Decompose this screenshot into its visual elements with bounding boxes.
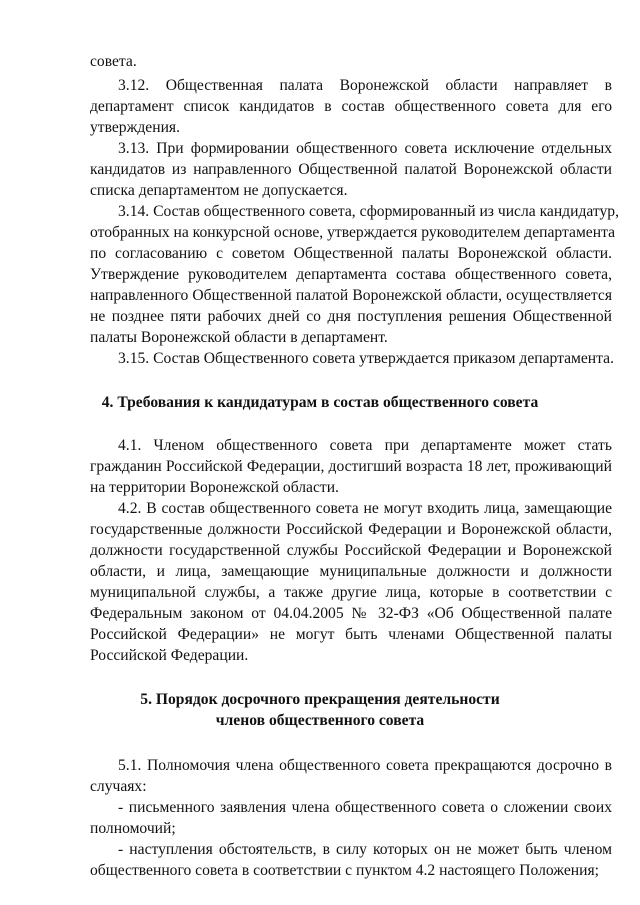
text-line: Российской Федерации» не могут быть членами Общественной палаты (90, 626, 612, 643)
text-line: Российской Федерации. (90, 647, 249, 664)
text-line: утверждения. (90, 119, 180, 136)
text-line: по согласованию с советом Общественной палаты Воронежской области. (90, 245, 612, 262)
text-line: гражданин Российской Федерации, достигший возраста 18 лет, проживающий (90, 458, 612, 475)
text-line: кандидатов из направленного Общественной палатой Воронежской области (90, 161, 612, 178)
paragraph-4-2: 4.2. В состав общественного совета не могут входить лица, замещающие (118, 500, 612, 517)
text-line: списка департаментом не допускается. (90, 182, 348, 199)
text-line: области, и лица, замещающие муниципальные должности и должности (90, 563, 612, 580)
text-line: палаты Воронежской области в департамент. (90, 329, 388, 346)
paragraph-4-1: 4.1. Членом общественного совета при департаменте может стать (118, 437, 612, 454)
text-line: общественного совета в соответствии с пунктом 4.2 настоящего Положения; (90, 862, 599, 879)
paragraph-5-1: 5.1. Полномочия члена общественного совета прекращаются досрочно в (118, 757, 612, 774)
text-line: отобранных на конкурсной основе, утверждается руководителем департамента (90, 224, 616, 241)
text-line: полномочий; (90, 820, 176, 837)
section-5-heading-line-2: членов общественного совета (215, 712, 425, 729)
text-line: муниципальной службы, а также другие лица, которые в соответствии с (90, 584, 612, 601)
paragraph-3-13: 3.13. При формировании общественного совета исключение отдельных (118, 140, 612, 157)
text-line: направленного Общественной палатой Воронежской области, осуществляется (90, 287, 612, 304)
text-line: случаях: (90, 778, 147, 795)
text-line: не позднее пяти рабочих дней со дня поступления решения Общественной (90, 308, 612, 325)
text-line: Федеральным законом от 04.04.2005 № 32-ФЗ «Об Общественной палате (90, 605, 612, 622)
text-line: Утверждение руководителем департамента состава общественного совета, (90, 266, 612, 283)
text-line: должности государственной службы Российской Федерации и Воронежской (90, 542, 612, 559)
paragraph-3-15: 3.15. Состав Общественного совета утверждается приказом департамента. (118, 350, 614, 367)
section-5-heading: 5. Порядок досрочного прекращения деятельности (140, 691, 500, 708)
text-line: департамент список кандидатов в состав общественного совета для его (90, 98, 612, 115)
list-item: - письменного заявления члена общественного совета о сложении своих (118, 799, 612, 816)
text-line: на территории Воронежской области. (90, 479, 339, 496)
text-line: государственные должности Российской Федерации и Воронежской области, (90, 521, 612, 538)
paragraph-3-12: 3.12. Общественная палата Воронежской области направляет в (118, 77, 612, 94)
section-4-heading: 4. Требования к кандидатурам в состав общественного совета (101, 394, 539, 411)
list-item: - наступления обстоятельств, в силу которых он не может быть членом (118, 841, 612, 858)
paragraph-3-14: 3.14. Состав общественного совета, сформированный из числа кандидатур, (118, 203, 620, 220)
text-line: совета. (90, 53, 137, 70)
